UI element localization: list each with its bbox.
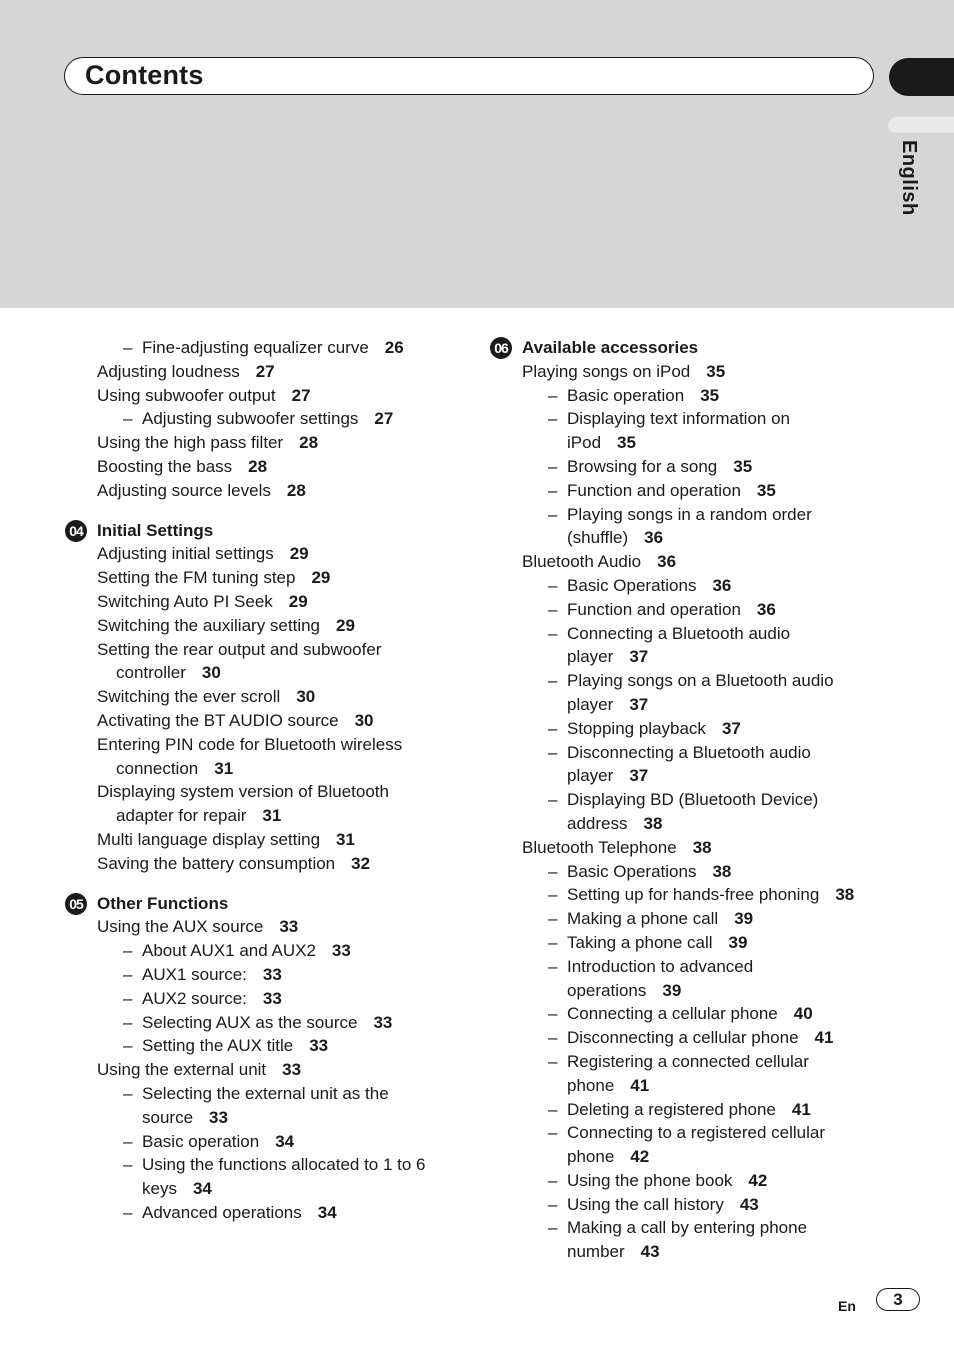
dash-bullet: –: [123, 1202, 133, 1222]
toc-entry[interactable]: [489, 550, 889, 574]
toc-entry[interactable]: [64, 1177, 464, 1201]
toc-entry-title: number: [567, 1242, 625, 1262]
toc-entry-title: Playing songs in a random order: [567, 504, 812, 524]
toc-page-number: 37: [629, 766, 649, 786]
toc-entry-title: Function and operation: [567, 599, 741, 619]
toc-entry[interactable]: [64, 915, 464, 939]
toc-page-number: 26: [384, 338, 404, 357]
toc-page-number: 33: [262, 988, 282, 1008]
toc-entry[interactable]: [64, 733, 464, 757]
toc-entry[interactable]: [489, 788, 889, 812]
toc-entry[interactable]: [64, 336, 464, 360]
toc-entry[interactable]: [64, 1034, 464, 1058]
toc-entry[interactable]: [64, 1058, 464, 1082]
toc-entry-title: Fine-adjusting equalizer curve: [142, 338, 369, 357]
toc-page-number: 33: [279, 917, 299, 937]
toc-entry-title: Adjusting initial settings: [97, 544, 274, 564]
toc-page-number: 42: [630, 1147, 650, 1167]
toc-entry[interactable]: [489, 955, 889, 979]
toc-entry-title: Using the phone book: [567, 1170, 733, 1190]
toc-page-number: 39: [728, 932, 748, 952]
toc-entry[interactable]: [489, 860, 889, 884]
toc-entry[interactable]: [489, 574, 889, 598]
dash-bullet: –: [548, 1194, 558, 1214]
toc-entry-title: Activating the BT AUDIO source: [97, 710, 339, 730]
dash-bullet: –: [123, 338, 133, 357]
dash-bullet: –: [548, 1123, 558, 1143]
toc-entry[interactable]: [489, 1240, 889, 1264]
toc-page-number: 27: [374, 409, 394, 429]
dash-bullet: –: [123, 1155, 133, 1175]
toc-entry-title: Disconnecting a cellular phone: [567, 1028, 799, 1048]
toc-entry[interactable]: [489, 1050, 889, 1074]
toc-entry[interactable]: [489, 526, 889, 550]
toc-entry-title: Setting the AUX title: [142, 1036, 294, 1056]
toc-entry-title: Displaying BD (Bluetooth Device): [567, 790, 819, 810]
toc-page-number: 43: [640, 1242, 660, 1262]
toc-entry[interactable]: [489, 836, 889, 860]
toc-page-number: 41: [791, 1099, 811, 1119]
toc-entry-title: Disconnecting a Bluetooth audio: [567, 742, 811, 762]
toc-page-number: 36: [644, 528, 664, 548]
toc-page-number: 30: [354, 710, 374, 730]
toc-entry[interactable]: [64, 963, 464, 987]
toc-entry[interactable]: [489, 431, 889, 455]
toc-entry-title: Using the functions allocated to 1 to 6: [142, 1155, 426, 1175]
toc-entry-title: Selecting the external unit as the: [142, 1083, 389, 1103]
toc-entry[interactable]: [64, 1082, 464, 1106]
toc-entry[interactable]: [489, 669, 889, 693]
dash-bullet: –: [548, 480, 558, 500]
toc-entry-title: Basic operation: [567, 385, 685, 405]
toc-page-number: 33: [282, 1060, 302, 1080]
toc-left-column: [64, 336, 464, 1225]
toc-page-number: 33: [209, 1107, 228, 1127]
dash-bullet: –: [123, 941, 133, 961]
toc-entry-title: Switching the ever scroll: [97, 687, 281, 707]
section-gap: [64, 876, 464, 892]
dash-bullet: –: [123, 1131, 133, 1151]
toc-entry-title: Stopping playback: [567, 718, 706, 738]
toc-right-column: [489, 336, 889, 1264]
toc-entry[interactable]: [489, 598, 889, 622]
toc-entry[interactable]: [64, 685, 464, 709]
dash-bullet: –: [123, 1012, 133, 1032]
dash-bullet: –: [548, 409, 558, 429]
toc-entry[interactable]: [489, 407, 889, 431]
toc-entry[interactable]: [64, 455, 464, 479]
toc-page-number: 32: [351, 853, 371, 873]
toc-entry[interactable]: [489, 883, 889, 907]
toc-entry-title: operations: [567, 980, 647, 1000]
toc-entry-title: Introduction to advanced: [567, 956, 754, 976]
dash-bullet: –: [548, 504, 558, 524]
toc-entry[interactable]: [489, 1216, 889, 1240]
toc-entry-title: Playing songs on a Bluetooth audio: [567, 671, 834, 691]
footer-language: En: [838, 1298, 856, 1314]
toc-page-number: 33: [373, 1012, 393, 1032]
toc-entry[interactable]: [489, 645, 889, 669]
toc-entry[interactable]: [489, 717, 889, 741]
toc-page-number: 38: [835, 885, 855, 905]
toc-page-number: 30: [296, 687, 316, 707]
dash-bullet: –: [548, 1218, 558, 1238]
toc-entry-title: Connecting a cellular phone: [567, 1004, 778, 1024]
toc-entry-title: About AUX1 and AUX2: [142, 941, 316, 961]
toc-entry-title: AUX1 source:: [142, 964, 247, 984]
toc-page-number: 38: [692, 837, 712, 857]
toc-entry-title: controller: [116, 663, 186, 683]
section-gap: [64, 503, 464, 519]
toc-entry[interactable]: [64, 614, 464, 638]
toc-entry-title: Saving the battery consumption: [97, 853, 336, 873]
toc-entry[interactable]: [64, 360, 464, 384]
toc-entry[interactable]: [489, 907, 889, 931]
toc-entry[interactable]: [489, 1169, 889, 1193]
section-heading[interactable]: [64, 892, 464, 916]
toc-entry-title: Using the AUX source: [97, 917, 264, 937]
dash-bullet: –: [548, 909, 558, 929]
dash-bullet: –: [548, 932, 558, 952]
toc-entry-title: Function and operation: [567, 480, 741, 500]
dash-bullet: –: [548, 1028, 558, 1048]
toc-entry-title: Multi language display setting: [97, 829, 321, 849]
toc-entry[interactable]: [489, 764, 889, 788]
dash-bullet: –: [548, 790, 558, 810]
toc-entry-title: Setting the rear output and subwoofer: [97, 639, 382, 659]
toc-entry[interactable]: [64, 757, 464, 781]
toc-entry[interactable]: [489, 1002, 889, 1026]
dash-bullet: –: [123, 1083, 133, 1103]
dash-bullet: –: [548, 885, 558, 905]
toc-page-number: 38: [643, 813, 663, 833]
toc-page-number: 38: [712, 861, 732, 881]
toc-entry-title: Switching Auto PI Seek: [97, 591, 273, 611]
toc-entry-title: Playing songs on iPod: [522, 361, 691, 381]
section-title: Available accessories: [522, 338, 699, 357]
dash-bullet: –: [548, 385, 558, 405]
toc-entry[interactable]: [489, 1074, 889, 1098]
toc-entry[interactable]: [489, 979, 889, 1003]
toc-page-number: 28: [248, 456, 268, 476]
toc-page-number: 40: [793, 1004, 813, 1024]
toc-entry[interactable]: [489, 1145, 889, 1169]
toc-page-number: 29: [311, 568, 331, 588]
dash-bullet: –: [548, 623, 558, 643]
toc-entry[interactable]: [489, 741, 889, 765]
toc-entry-title: Taking a phone call: [567, 932, 713, 952]
dash-bullet: –: [548, 1170, 558, 1190]
toc-page-number: 35: [700, 385, 720, 405]
toc-entry-title: Advanced operations: [142, 1202, 302, 1222]
toc-page-number: 35: [733, 456, 753, 476]
toc-page-number: 30: [201, 663, 221, 683]
toc-page-number: 43: [739, 1194, 759, 1214]
toc-entry[interactable]: [64, 987, 464, 1011]
toc-page-number: 34: [317, 1202, 337, 1222]
toc-entry-title: Adjusting source levels: [97, 480, 271, 500]
section-title: Initial Settings: [97, 520, 214, 540]
toc-page-number: 39: [662, 980, 682, 1000]
toc-entry[interactable]: [64, 479, 464, 503]
toc-page-number: 31: [262, 806, 282, 826]
toc-page-number: 28: [286, 480, 306, 500]
dash-bullet: –: [548, 599, 558, 619]
dash-bullet: –: [123, 409, 133, 429]
title-bar: [64, 57, 874, 95]
section-title: Other Functions: [97, 893, 229, 913]
toc-entry-title: Displaying text information on: [567, 409, 791, 429]
toc-entry[interactable]: [489, 1121, 889, 1145]
toc-entry-title: Setting the FM tuning step: [97, 568, 296, 588]
section-number-badge: 06: [490, 337, 512, 359]
toc-entry[interactable]: [64, 638, 464, 662]
toc-page-number: 31: [214, 758, 234, 778]
toc-entry-title: Browsing for a song: [567, 456, 718, 476]
toc-entry-title: Using subwoofer output: [97, 385, 276, 405]
toc-entry[interactable]: [489, 1193, 889, 1217]
dash-bullet: –: [548, 671, 558, 691]
toc-entry-title: Boosting the bass: [97, 456, 233, 476]
toc-page-number: 33: [262, 964, 282, 984]
toc-entry[interactable]: [64, 384, 464, 408]
dash-bullet: –: [548, 1099, 558, 1119]
toc-entry-title: iPod: [567, 433, 602, 453]
toc-entry-title: Basic Operations: [567, 861, 697, 881]
page-title: Contents: [85, 60, 204, 90]
toc-page-number: 28: [299, 433, 319, 453]
toc-entry[interactable]: [489, 1026, 889, 1050]
dash-bullet: –: [548, 861, 558, 881]
toc-entry-title: Bluetooth Telephone: [522, 837, 677, 857]
toc-entry-title: Registering a connected cellular: [567, 1051, 809, 1071]
toc-entry[interactable]: [489, 622, 889, 646]
toc-entry[interactable]: [64, 407, 464, 431]
toc-entry[interactable]: [64, 709, 464, 733]
toc-entry-title: Making a phone call: [567, 909, 719, 929]
section-heading[interactable]: [64, 519, 464, 543]
toc-entry-title: Making a call by entering phone: [567, 1218, 808, 1238]
section-number-badge: 04: [65, 520, 87, 542]
toc-page-number: 41: [814, 1028, 834, 1048]
toc-entry-title: address: [567, 813, 628, 833]
toc-entry[interactable]: [64, 1011, 464, 1035]
toc-entry[interactable]: [489, 360, 889, 384]
toc-page-number: 33: [309, 1036, 329, 1056]
toc-entry[interactable]: [64, 1201, 464, 1225]
dash-bullet: –: [548, 575, 558, 595]
toc-page-number: 37: [629, 647, 649, 667]
toc-entry[interactable]: [64, 1153, 464, 1177]
dash-bullet: –: [548, 956, 558, 976]
toc-entry[interactable]: [64, 804, 464, 828]
toc-entry-title: (shuffle): [567, 528, 629, 548]
toc-entry[interactable]: [64, 828, 464, 852]
toc-entry-title: player: [567, 766, 614, 786]
toc-page-number: 37: [721, 718, 741, 738]
toc-entry-title: Connecting to a registered cellular: [567, 1123, 825, 1143]
toc-entry[interactable]: [489, 503, 889, 527]
toc-entry-title: AUX2 source:: [142, 988, 247, 1008]
toc-entry[interactable]: [64, 780, 464, 804]
toc-entry[interactable]: [64, 661, 464, 685]
toc-entry-title: Deleting a registered phone: [567, 1099, 776, 1119]
toc-entry-title: Basic Operations: [567, 575, 697, 595]
toc-entry-title: Selecting AUX as the source: [142, 1012, 358, 1032]
toc-entry[interactable]: [64, 566, 464, 590]
toc-page-number: 41: [630, 1075, 650, 1095]
toc-entry[interactable]: [64, 1130, 464, 1154]
toc-entry[interactable]: [64, 1106, 464, 1130]
toc-entry-title: Using the high pass filter: [97, 433, 284, 453]
toc-entry-title: Using the call history: [567, 1194, 724, 1214]
toc-page-number: 27: [291, 385, 311, 405]
toc-entry[interactable]: [64, 542, 464, 566]
toc-entry-title: player: [567, 647, 614, 667]
language-tab: [888, 117, 954, 133]
toc-page-number: 29: [288, 591, 308, 611]
toc-entry-title: Switching the auxiliary setting: [97, 615, 321, 635]
toc-page-number: 37: [629, 694, 649, 714]
toc-entry[interactable]: [64, 939, 464, 963]
toc-entry[interactable]: [489, 931, 889, 955]
toc-entry[interactable]: [489, 384, 889, 408]
toc-page-number: 33: [331, 941, 351, 961]
toc-page-number: 35: [617, 433, 636, 453]
toc-entry-title: Adjusting subwoofer settings: [142, 409, 359, 429]
toc-entry-title: connection: [116, 758, 199, 778]
toc-page-number: 35: [706, 361, 726, 381]
toc-page-number: 27: [255, 361, 275, 381]
toc-page-number: 36: [712, 575, 732, 595]
toc-page-number: 34: [275, 1131, 295, 1151]
toc-entry-title: Using the external unit: [97, 1060, 267, 1080]
dash-bullet: –: [123, 1036, 133, 1056]
toc-entry[interactable]: [489, 455, 889, 479]
toc-entry[interactable]: [489, 693, 889, 717]
dash-bullet: –: [548, 1004, 558, 1024]
toc-entry-title: Basic operation: [142, 1131, 260, 1151]
toc-page-number: 39: [734, 909, 754, 929]
header-band: [0, 0, 954, 308]
toc-entry-title: keys: [142, 1179, 177, 1199]
toc-page-number: 35: [756, 480, 776, 500]
language-label: English: [898, 140, 920, 216]
dash-bullet: –: [123, 964, 133, 984]
dash-bullet: –: [548, 718, 558, 738]
toc-entry-title: player: [567, 694, 614, 714]
toc-entry-title: adapter for repair: [116, 806, 247, 826]
toc-entry-title: Setting up for hands-free phoning: [567, 885, 820, 905]
toc-entry[interactable]: [64, 431, 464, 455]
toc-entry[interactable]: [64, 590, 464, 614]
toc-entry-title: Entering PIN code for Bluetooth wireless: [97, 734, 403, 754]
dash-bullet: –: [548, 742, 558, 762]
page-number: 3: [876, 1288, 920, 1311]
toc-entry[interactable]: [489, 479, 889, 503]
dash-bullet: –: [548, 456, 558, 476]
toc-entry-title: Connecting a Bluetooth audio: [567, 623, 791, 643]
toc-entry-title: Bluetooth Audio: [522, 552, 642, 572]
dash-bullet: –: [548, 1051, 558, 1071]
dash-bullet: –: [123, 988, 133, 1008]
section-tab: [889, 58, 954, 96]
toc-entry[interactable]: [64, 852, 464, 876]
toc-page-number: 29: [289, 544, 309, 564]
toc-entry-title: phone: [567, 1147, 615, 1167]
section-number-badge: 05: [65, 893, 87, 915]
toc-page-number: 29: [336, 615, 355, 635]
toc-page-number: 31: [336, 829, 355, 849]
toc-page-number: 36: [756, 599, 776, 619]
toc-page-number: 34: [192, 1179, 212, 1199]
toc-entry-title: source: [142, 1107, 194, 1127]
section-heading[interactable]: [489, 336, 889, 360]
toc-entry-title: Displaying system version of Bluetooth: [97, 782, 389, 802]
toc-entry[interactable]: [489, 812, 889, 836]
toc-page-number: 42: [748, 1170, 768, 1190]
toc-entry[interactable]: [489, 1098, 889, 1122]
toc-page-number: 36: [657, 552, 677, 572]
toc-entry-title: Adjusting loudness: [97, 361, 240, 381]
toc-entry-title: phone: [567, 1075, 615, 1095]
